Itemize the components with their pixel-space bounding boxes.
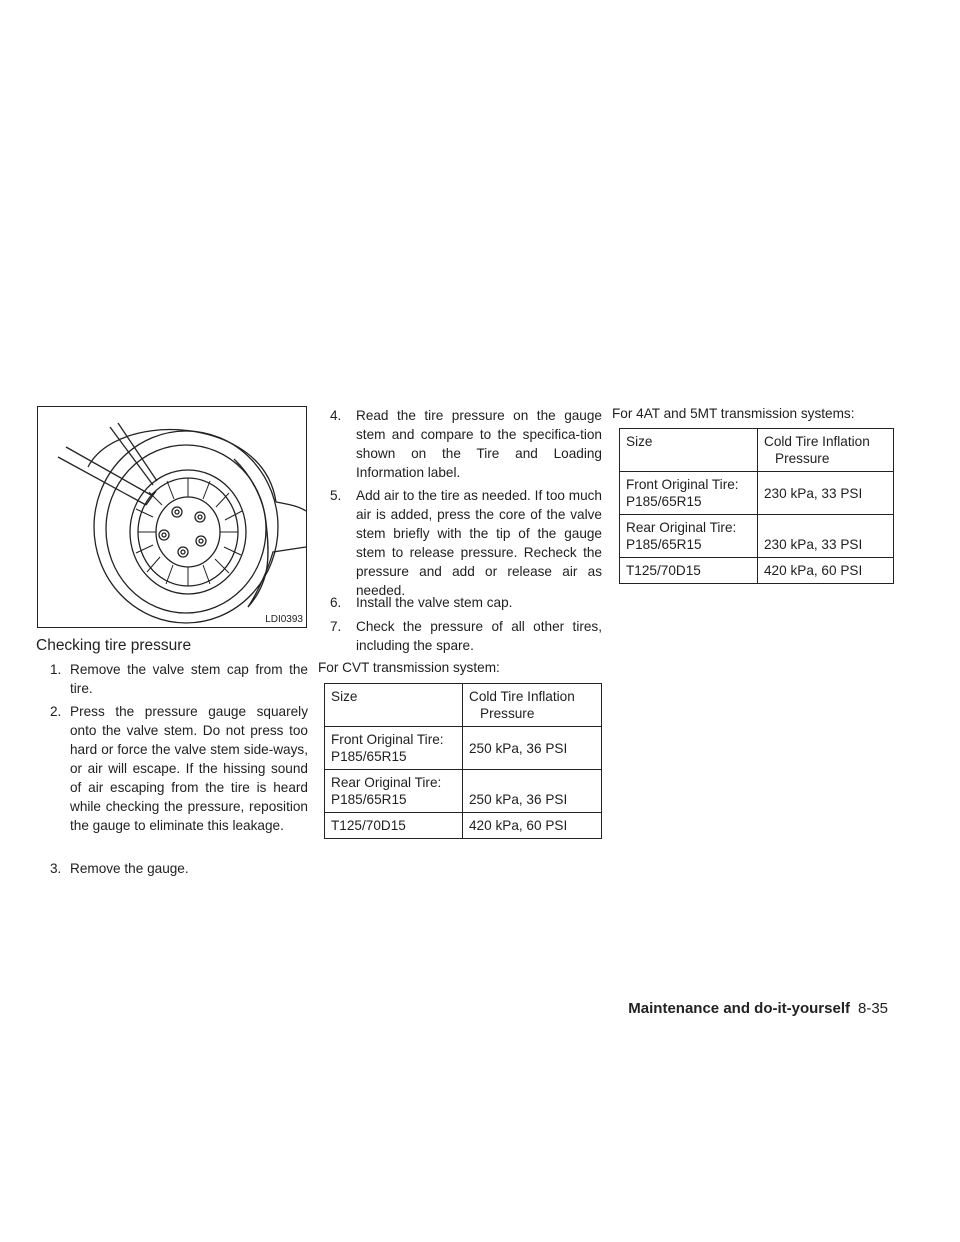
cell-size bbox=[325, 770, 463, 813]
header-pressure bbox=[758, 429, 894, 472]
step-1 bbox=[50, 660, 308, 698]
step-text: Read the tire pressure on the gauge stem and compare to the specifica-tion shown on the Tire and Loading Information label. bbox=[356, 408, 602, 480]
step-number: 3. bbox=[50, 861, 62, 876]
cell-size: T125/70D15 bbox=[325, 813, 463, 839]
cell-pressure: 250 kPa, 36 PSI bbox=[463, 770, 602, 813]
figure-label: LDI0393 bbox=[265, 614, 303, 625]
at-mt-pressure-table bbox=[619, 428, 894, 584]
table-row bbox=[325, 813, 602, 839]
step-number: 5. bbox=[330, 488, 342, 503]
cell-size bbox=[620, 472, 758, 515]
step-text: Install the valve stem cap. bbox=[356, 595, 513, 610]
step-number: 1. bbox=[50, 662, 62, 677]
cell-size bbox=[325, 727, 463, 770]
section-heading: Checking tire pressure bbox=[36, 637, 192, 654]
step-7 bbox=[330, 617, 602, 655]
step-text: Remove the gauge. bbox=[70, 861, 189, 876]
header-pressure-line1: Cold Tire Inflation bbox=[764, 434, 870, 449]
size-line1: Rear Original Tire: bbox=[331, 775, 442, 790]
step-5 bbox=[330, 486, 602, 600]
cvt-pressure-table bbox=[324, 683, 602, 839]
tire-figure bbox=[37, 406, 307, 628]
step-number: 2. bbox=[50, 704, 62, 719]
header-size: Size bbox=[620, 429, 758, 472]
step-text: Press the pressure gauge squarely onto the valve stem. Do not press too hard or force the valve stem side-ways, or air will escape. If the hissing sound of air escaping from the tire is heard while checking the pressure, reposition the gauge to eliminate this leakage. bbox=[70, 704, 308, 833]
table-row bbox=[620, 472, 894, 515]
table-row bbox=[325, 770, 602, 813]
size-line2: P185/65R15 bbox=[331, 749, 407, 764]
table-row bbox=[325, 727, 602, 770]
at-mt-intro: For 4AT and 5MT transmission systems: bbox=[612, 406, 855, 421]
step-number: 6. bbox=[330, 595, 342, 610]
header-size: Size bbox=[325, 684, 463, 727]
cell-pressure: 420 kPa, 60 PSI bbox=[758, 558, 894, 584]
cell-size bbox=[620, 515, 758, 558]
size-line2: P185/65R15 bbox=[626, 537, 702, 552]
table-row bbox=[620, 558, 894, 584]
cell-size: T125/70D15 bbox=[620, 558, 758, 584]
cell-pressure: 420 kPa, 60 PSI bbox=[463, 813, 602, 839]
header-pressure-line1: Cold Tire Inflation bbox=[469, 689, 575, 704]
step-text: Add air to the tire as needed. If too much air is added, press the core of the valve stem briefly with the tip of the gauge stem to release pressure. Recheck the pressure and add or release air as needed. bbox=[356, 488, 602, 598]
step-6 bbox=[330, 593, 602, 612]
step-text: Remove the valve stem cap from the tire. bbox=[70, 662, 308, 696]
step-2 bbox=[50, 702, 308, 835]
step-4 bbox=[330, 406, 602, 482]
cell-pressure: 230 kPa, 33 PSI bbox=[758, 472, 894, 515]
footer-section-title: Maintenance and do-it-yourself bbox=[628, 1000, 850, 1017]
tire-pressure-gauge-illustration bbox=[38, 407, 306, 627]
header-pressure-line2: Pressure bbox=[480, 706, 535, 721]
size-line2: P185/65R15 bbox=[331, 792, 407, 807]
table-row bbox=[620, 515, 894, 558]
step-text: Check the pressure of all other tires, including the spare. bbox=[356, 619, 602, 653]
cell-pressure: 230 kPa, 33 PSI bbox=[758, 515, 894, 558]
cvt-intro: For CVT transmission system: bbox=[318, 660, 500, 675]
header-pressure bbox=[463, 684, 602, 727]
size-line1: Rear Original Tire: bbox=[626, 520, 737, 535]
size-line2: P185/65R15 bbox=[626, 494, 702, 509]
table-header-row bbox=[325, 684, 602, 727]
size-line1: Front Original Tire: bbox=[626, 477, 739, 492]
header-pressure-line2: Pressure bbox=[775, 451, 830, 466]
step-number: 7. bbox=[330, 619, 342, 634]
cell-pressure: 250 kPa, 36 PSI bbox=[463, 727, 602, 770]
table-header-row bbox=[620, 429, 894, 472]
page-number: 8-35 bbox=[858, 1000, 889, 1017]
step-number: 4. bbox=[330, 408, 342, 423]
step-3 bbox=[50, 859, 308, 878]
size-line1: Front Original Tire: bbox=[331, 732, 444, 747]
